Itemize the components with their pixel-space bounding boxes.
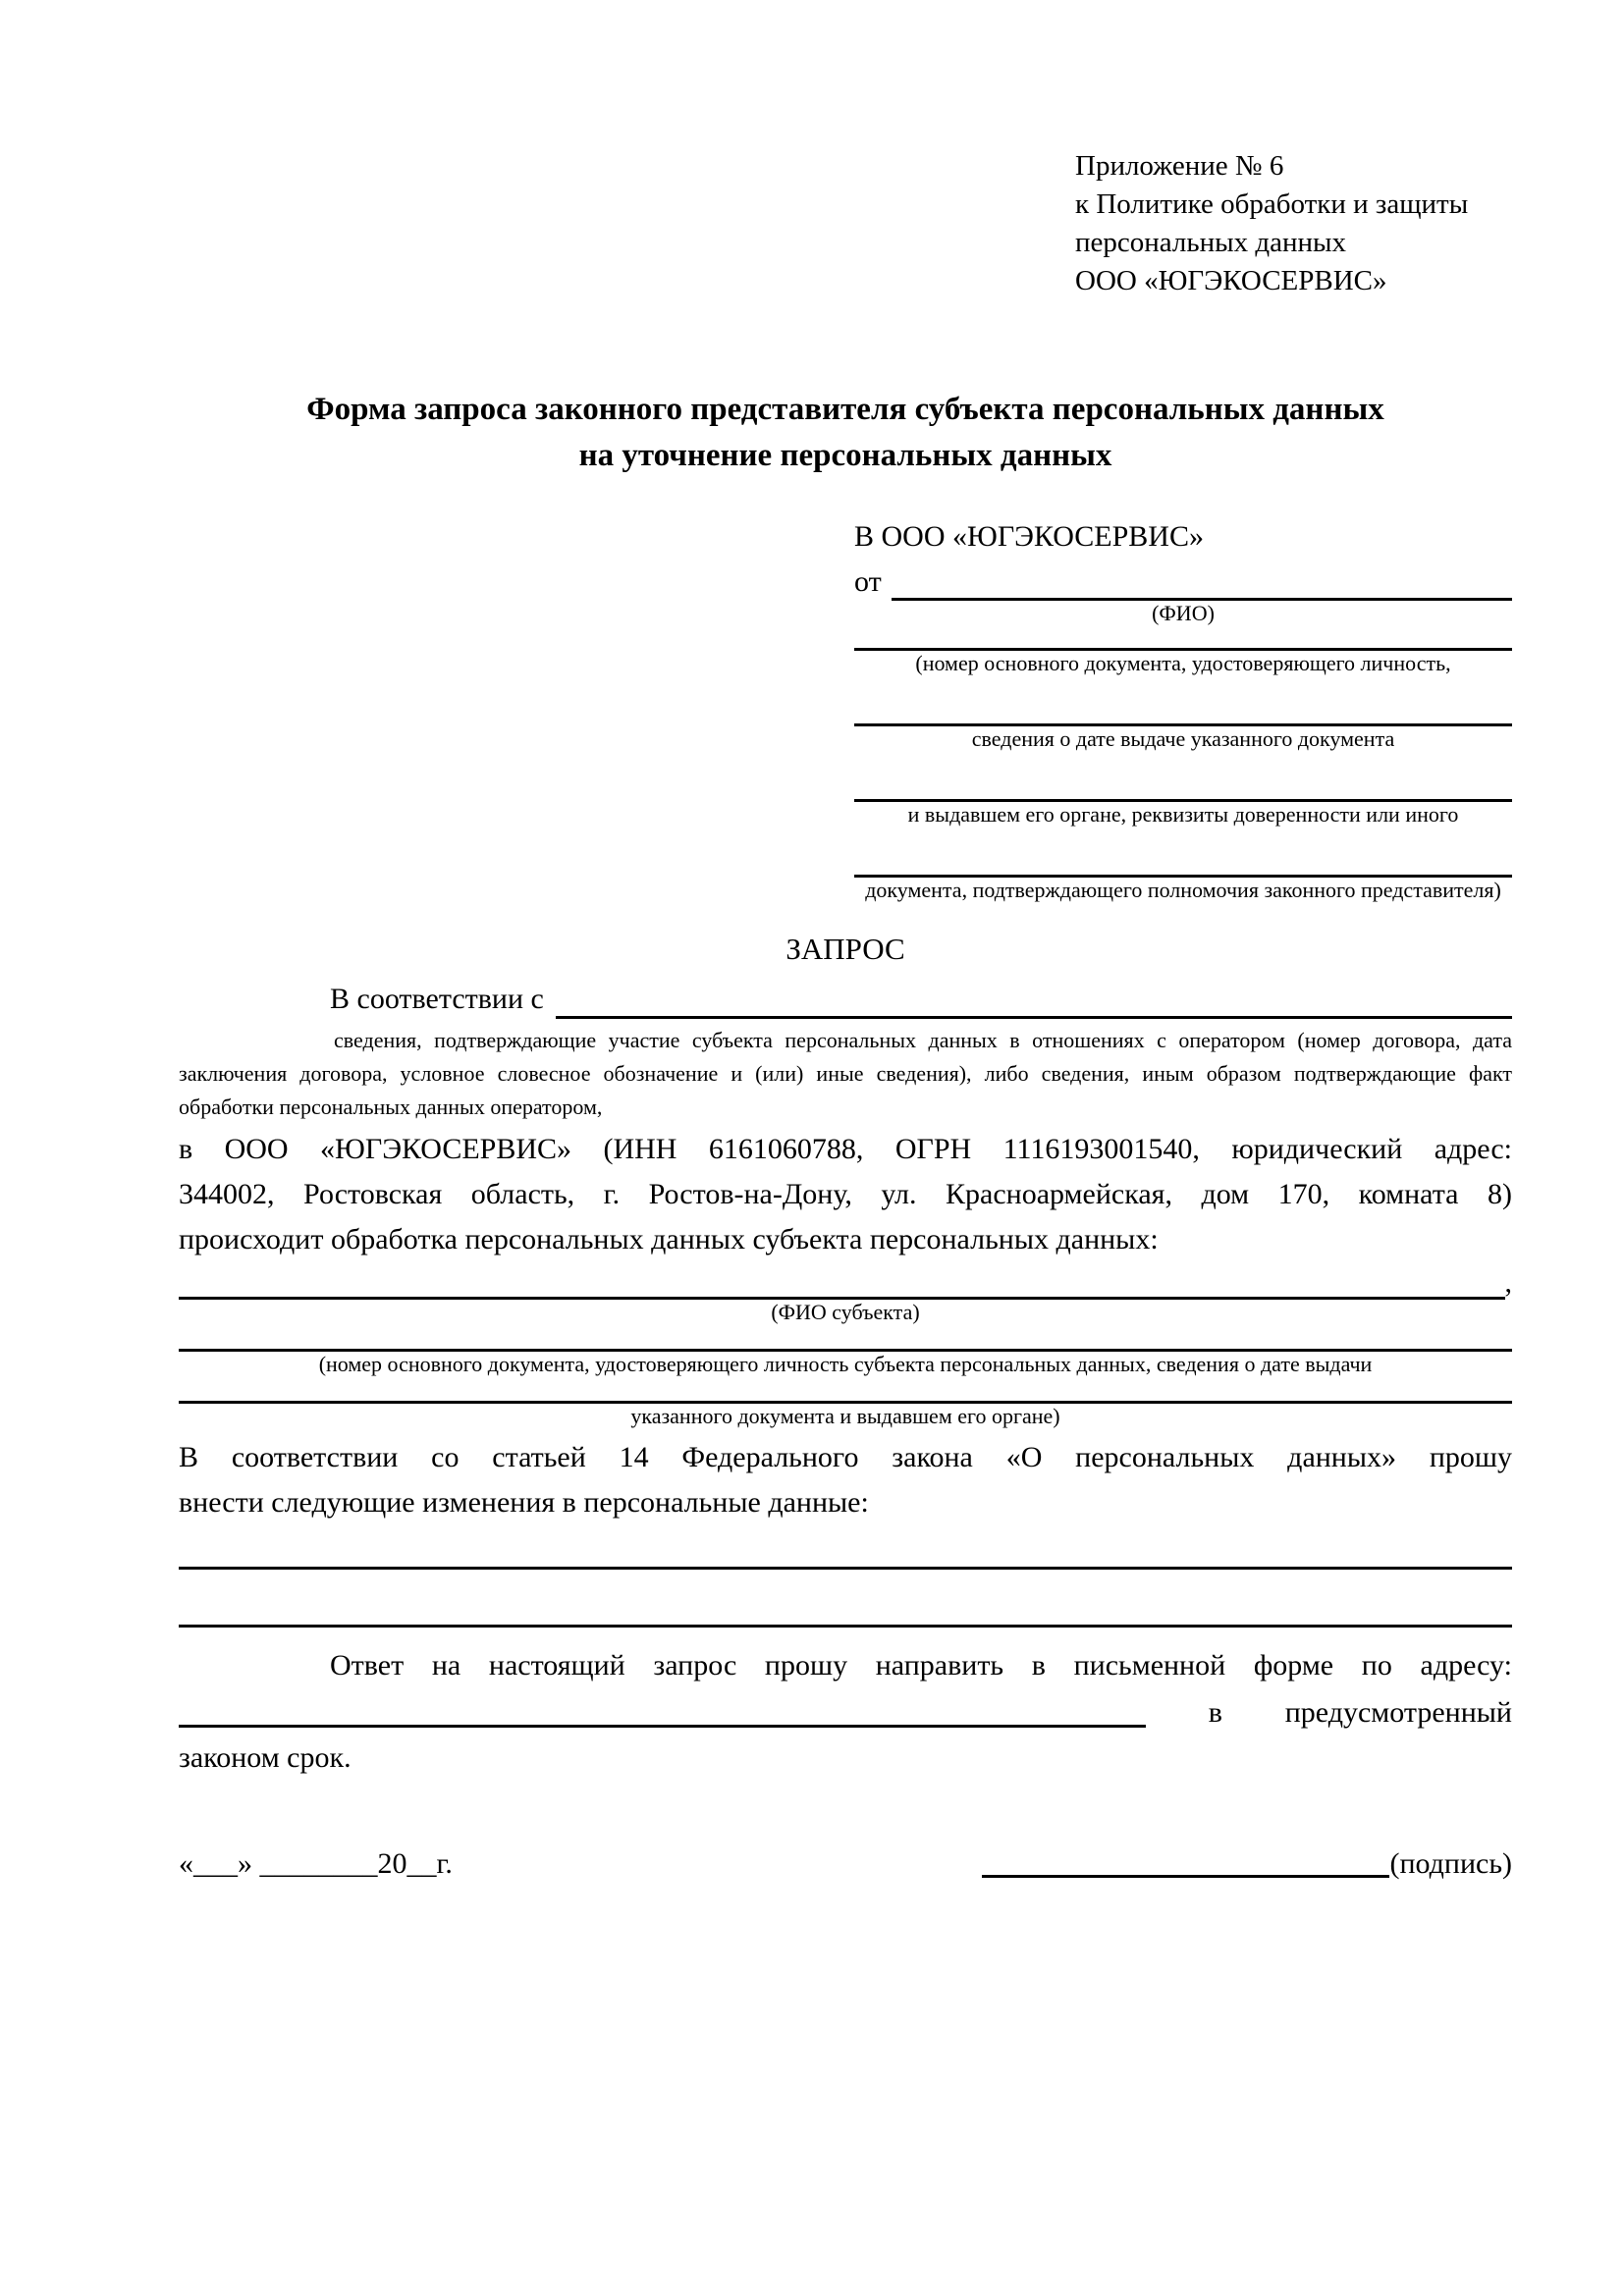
reply-closing: законом срок. bbox=[179, 1741, 352, 1774]
changes-blank-line bbox=[179, 1570, 1512, 1628]
operator-line: в ООО «ЮГЭКОСЕРВИС» (ИНН 6161060788, ОГРН 1116193001540, юридический адрес: bbox=[179, 1133, 1512, 1165]
subject-name-field bbox=[179, 1262, 1512, 1300]
from-field bbox=[854, 558, 1512, 601]
form-title-line: Форма запроса законного представителя субъекта персональных данных bbox=[306, 392, 1384, 427]
changes-blank-line bbox=[179, 1525, 1512, 1570]
addressee-block bbox=[854, 516, 1512, 903]
subject-doc-blank-line bbox=[179, 1377, 1512, 1404]
subject-blank-comma: , bbox=[1504, 1266, 1512, 1299]
signature-caption: (подпись) bbox=[1389, 1847, 1512, 1880]
fio-caption: (ФИО) bbox=[1152, 601, 1215, 625]
law-line: внести следующие изменения в персональные данные: bbox=[179, 1486, 869, 1519]
appendix-header bbox=[1075, 147, 1512, 300]
id-doc-blank-line bbox=[854, 676, 1512, 726]
reply-word: в bbox=[1208, 1696, 1222, 1729]
addressee-organization: В ООО «ЮГЭКОСЕРВИС» bbox=[854, 520, 1204, 553]
id-doc-caption: документа, подтверждающего полномочия законного представителя) bbox=[865, 878, 1501, 902]
id-doc-blank-line bbox=[854, 626, 1512, 651]
accordance-field bbox=[179, 976, 1512, 1019]
signature-field bbox=[982, 1843, 1512, 1885]
date-blank: «___» ________20__г. bbox=[179, 1847, 453, 1880]
note-line: сведения, подтверждающие участие субъекта персональных данных в отношениях с оператором (номер договора, дата bbox=[334, 1028, 1512, 1052]
law-paragraph bbox=[179, 1435, 1512, 1525]
appendix-line: ООО «ЮГЭКОСЕРВИС» bbox=[1075, 265, 1387, 296]
accordance-label: В соответствии с bbox=[330, 983, 544, 1015]
subject-doc-blank-line bbox=[179, 1325, 1512, 1352]
note-line: заключения договора, условное словесное обозначение и (или) иные сведения), либо сведения, иным образом подтверждающие факт bbox=[179, 1061, 1512, 1086]
operator-paragraph bbox=[179, 1127, 1512, 1262]
form-title bbox=[179, 387, 1512, 479]
id-doc-blank-line bbox=[854, 828, 1512, 878]
reply-word: предусмотренный bbox=[1284, 1696, 1512, 1729]
id-doc-caption: сведения о дате выдаче указанного документа bbox=[971, 726, 1395, 751]
accordance-blank-line bbox=[556, 1016, 1512, 1019]
subject-fio-caption: (ФИО субъекта) bbox=[771, 1300, 920, 1324]
operator-line: происходит обработка персональных данных субъекта персональных данных: bbox=[179, 1223, 1159, 1255]
date-signature-row bbox=[179, 1843, 1512, 1885]
id-doc-caption: и выдавшем его органе, реквизиты доверенности или иного bbox=[907, 802, 1459, 827]
form-title-line: на уточнение персональных данных bbox=[578, 438, 1112, 473]
reply-address-field bbox=[179, 1688, 1512, 1734]
note-line: обработки персональных данных оператором, bbox=[179, 1095, 603, 1119]
accordance-note bbox=[179, 1024, 1512, 1124]
id-doc-caption: (номер основного документа, удостоверяющего личность, bbox=[915, 651, 1451, 675]
subject-doc-caption: указанного документа и выдавшем его органе) bbox=[630, 1404, 1060, 1428]
appendix-line: к Политике обработки и защиты bbox=[1075, 188, 1469, 220]
appendix-line: Приложение № 6 bbox=[1075, 150, 1284, 182]
reply-paragraph-line: Ответ на настоящий запрос прошу направить в письменной форме по адресу: bbox=[330, 1649, 1512, 1682]
operator-line: 344002, Ростовская область, г. Ростов-на-Дону, ул. Красноармейская, дом 170, комната 8) bbox=[179, 1178, 1512, 1210]
id-doc-blank-line bbox=[854, 752, 1512, 802]
subject-doc-caption: (номер основного документа, удостоверяющего личность субъекта персональных данных, сведения о дате выдачи bbox=[318, 1352, 1373, 1376]
law-line: В соответствии со статьей 14 Федерального закона «О персональных данных» прошу bbox=[179, 1441, 1512, 1473]
reply-address-blank-line bbox=[179, 1725, 1146, 1728]
from-label: от bbox=[854, 565, 882, 598]
signature-blank-line bbox=[982, 1875, 1389, 1878]
appendix-line: персональных данных bbox=[1075, 227, 1347, 258]
request-heading: ЗАПРОС bbox=[785, 932, 905, 966]
